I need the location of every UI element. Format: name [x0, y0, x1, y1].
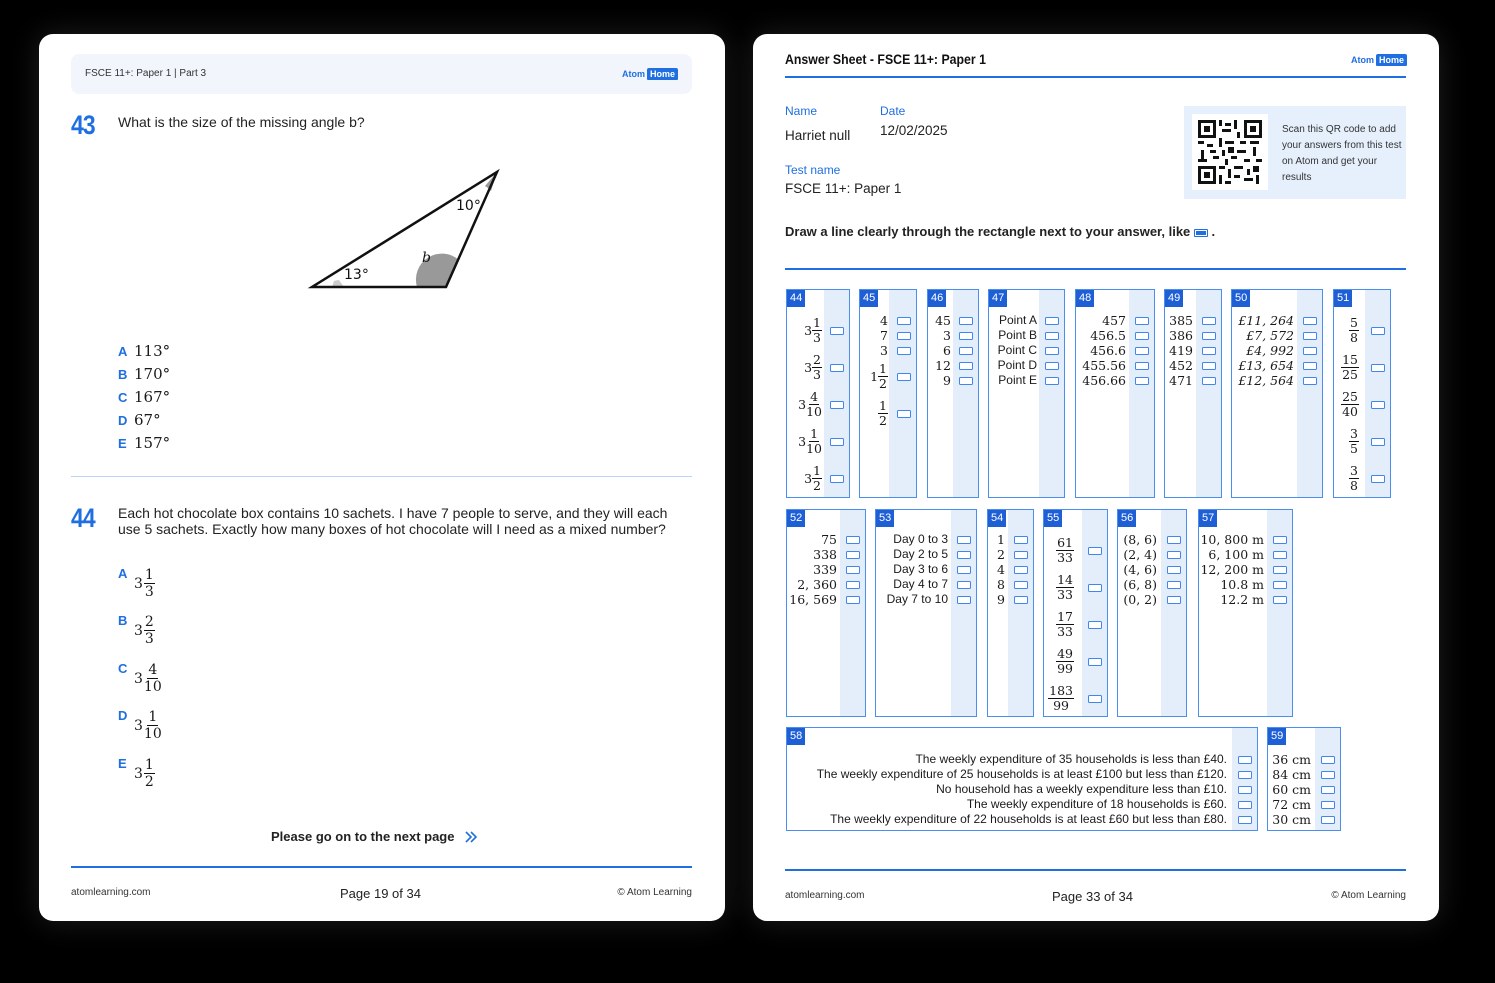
answer-option[interactable]: Point A: [989, 313, 1064, 328]
answer-box-56: 56 (8, 6) (2, 4) (4, 6) (6, 8) (0, 2): [1117, 509, 1187, 717]
answer-rectangle[interactable]: [897, 373, 911, 381]
answer-option[interactable]: 338: [787, 547, 865, 562]
answer-box-54: 54 1 2 4 8 9: [987, 509, 1034, 717]
answer-option[interactable]: 1: [988, 532, 1033, 547]
answer-option[interactable]: Day 3 to 6: [876, 562, 976, 577]
answer-option[interactable]: 10.8 m: [1199, 577, 1292, 592]
answer-option[interactable]: 4: [988, 562, 1033, 577]
double-chevron-right-icon: [464, 831, 478, 843]
answer-option[interactable]: 452: [1165, 358, 1221, 373]
answer-rectangle[interactable]: [1238, 816, 1252, 824]
answer-rectangle[interactable]: [1371, 364, 1385, 372]
answer-option[interactable]: Point D: [989, 358, 1064, 373]
answer-option[interactable]: 3 4 10: [787, 386, 849, 423]
answer-rectangle[interactable]: [959, 362, 973, 370]
answer-rectangle[interactable]: [957, 581, 971, 589]
answer-option[interactable]: 2, 360: [787, 577, 865, 592]
answer-option[interactable]: £11, 264: [1232, 313, 1322, 328]
answer-option[interactable]: 3 1 10: [787, 423, 849, 460]
answer-rectangle[interactable]: [1014, 566, 1028, 574]
answer-rectangle[interactable]: [1045, 377, 1059, 385]
atom-home-logo: Atom Home: [1351, 54, 1407, 66]
answer-box-48: 48 457 456.5 456.6 455.56 456.66: [1075, 289, 1155, 498]
answer-rectangle[interactable]: [1238, 786, 1252, 794]
answer-rectangle[interactable]: [846, 551, 860, 559]
answer-box-49: 49 385 386 419 452 471: [1164, 289, 1222, 498]
footer-copyright: © Atom Learning: [617, 887, 692, 898]
footer-divider: [71, 866, 692, 868]
answer-rectangle[interactable]: [957, 536, 971, 544]
answer-rectangle[interactable]: [959, 377, 973, 385]
answer-option[interactable]: 14 33: [1044, 569, 1107, 606]
answer-rectangle[interactable]: [1371, 475, 1385, 483]
answer-option[interactable]: (8, 6): [1118, 532, 1186, 547]
footer-site: atomlearning.com: [71, 887, 151, 898]
answer-box-51: 51 5 8 15 25 25 40 3 5 3 8: [1333, 289, 1391, 498]
answer-rectangle[interactable]: [897, 410, 911, 418]
answer-box-47: 47 Point A Point B Point C Point D Point E: [988, 289, 1065, 498]
answer-rectangle[interactable]: [846, 581, 860, 589]
answer-option[interactable]: The weekly expenditure of 25 households is at least £100 but less than £120.: [787, 767, 1257, 782]
answer-rectangle[interactable]: [897, 317, 911, 325]
answer-option[interactable]: 419: [1165, 343, 1221, 358]
answer-option[interactable]: 5 8: [1334, 312, 1390, 349]
answer-rectangle[interactable]: [1167, 581, 1181, 589]
marking-instruction: Draw a line clearly through the rectangle next to your answer, like .: [785, 224, 1216, 239]
option-e[interactable]: E 157°: [118, 434, 171, 452]
answer-rectangle[interactable]: [1167, 551, 1181, 559]
answer-rectangle[interactable]: [846, 596, 860, 604]
answer-option[interactable]: No household has a weekly expenditure less than £10.: [787, 782, 1257, 797]
answer-option[interactable]: 456.5: [1076, 328, 1154, 343]
answer-option[interactable]: 3 2 3: [787, 349, 849, 386]
answer-rectangle[interactable]: [1135, 377, 1149, 385]
svg-text:b: b: [422, 250, 431, 266]
answer-rectangle[interactable]: [1273, 551, 1287, 559]
answer-rectangle[interactable]: [1135, 347, 1149, 355]
answer-option[interactable]: 60 cm: [1268, 782, 1340, 797]
name-label: Name: [785, 104, 818, 118]
answer-option[interactable]: 8: [988, 577, 1033, 592]
answer-rectangle[interactable]: [1303, 377, 1317, 385]
answer-option[interactable]: 49 99: [1044, 643, 1107, 680]
answer-option[interactable]: 339: [787, 562, 865, 577]
answer-rectangle[interactable]: [1135, 362, 1149, 370]
answer-rectangle[interactable]: [1303, 362, 1317, 370]
answer-option[interactable]: £4, 992: [1232, 343, 1322, 358]
answer-rectangle[interactable]: [957, 566, 971, 574]
answer-rectangle[interactable]: [1321, 771, 1335, 779]
answer-rectangle[interactable]: [846, 566, 860, 574]
answer-box-55: 55 61 33 14 33 17 33 49 99 183 99: [1043, 509, 1108, 717]
date-value: 12/02/2025: [880, 123, 948, 138]
answer-box-59: 59 36 cm 84 cm 60 cm 72 cm 30 cm: [1267, 727, 1341, 831]
answer-rectangle[interactable]: [897, 332, 911, 340]
answer-box-45: 45 4 7 3 1 1 2 1 2: [859, 289, 917, 498]
answer-option[interactable]: 3 5: [1334, 423, 1390, 460]
answer-option[interactable]: 16, 569: [787, 592, 865, 607]
svg-text:10°: 10°: [456, 198, 481, 214]
answer-option[interactable]: 12, 200 m: [1199, 562, 1292, 577]
answer-rectangle[interactable]: [1045, 347, 1059, 355]
answer-rectangle[interactable]: [830, 475, 844, 483]
triangle-diagram: [304, 164, 504, 294]
answer-rectangle[interactable]: [1167, 596, 1181, 604]
test-name-value: FSCE 11+: Paper 1: [785, 181, 902, 196]
answer-rectangle[interactable]: [1088, 547, 1102, 555]
answer-option[interactable]: 45: [928, 313, 978, 328]
answer-option[interactable]: 6, 100 m: [1199, 547, 1292, 562]
question-number: 43: [71, 110, 95, 140]
answer-option[interactable]: 61 33: [1044, 532, 1107, 569]
next-page-prompt: Please go on to the next page: [271, 829, 478, 844]
section-divider: [785, 268, 1406, 270]
date-label: Date: [880, 104, 906, 118]
qr-code-icon: [1192, 114, 1268, 190]
answer-rectangle[interactable]: [957, 551, 971, 559]
answer-option[interactable]: (0, 2): [1118, 592, 1186, 607]
answer-rectangle[interactable]: [1088, 621, 1102, 629]
answer-rectangle[interactable]: [830, 401, 844, 409]
answer-rectangle[interactable]: [1273, 596, 1287, 604]
answer-option[interactable]: 17 33: [1044, 606, 1107, 643]
answer-rectangle[interactable]: [1238, 756, 1252, 764]
answer-option[interactable]: 456.66: [1076, 373, 1154, 388]
answer-option[interactable]: 3 8: [1334, 460, 1390, 497]
answer-option[interactable]: The weekly expenditure of 35 households is less than £40.: [787, 752, 1257, 767]
option-a[interactable]: A 113°: [118, 342, 171, 360]
answer-rectangle[interactable]: [1321, 801, 1335, 809]
answer-box-52: 52 75 338 339 2, 360 16, 569: [786, 509, 866, 717]
answer-rectangle[interactable]: [1014, 536, 1028, 544]
answer-rectangle[interactable]: [830, 438, 844, 446]
page-number: Page 19 of 34: [340, 886, 421, 901]
answer-rectangle[interactable]: [1371, 401, 1385, 409]
answer-option[interactable]: 12: [928, 358, 978, 373]
answer-option[interactable]: Point C: [989, 343, 1064, 358]
answer-rectangle[interactable]: [1167, 536, 1181, 544]
footer-divider: [785, 869, 1406, 871]
answer-rectangle[interactable]: [959, 317, 973, 325]
answer-rectangle[interactable]: [1321, 816, 1335, 824]
answer-option[interactable]: 72 cm: [1268, 797, 1340, 812]
answer-option[interactable]: 455.56: [1076, 358, 1154, 373]
question-divider: [71, 476, 692, 477]
answer-sheet-page: [753, 34, 1439, 921]
answer-rectangle[interactable]: [1273, 536, 1287, 544]
question-number: 44: [71, 503, 95, 533]
answer-rectangle[interactable]: [897, 347, 911, 355]
answer-rectangle[interactable]: [1135, 332, 1149, 340]
answer-option[interactable]: (4, 6): [1118, 562, 1186, 577]
answer-box-50: 50 £11, 264 £7, 572 £4, 992 £13, 654 £12, 564: [1231, 289, 1323, 498]
answer-option[interactable]: 15 25: [1334, 349, 1390, 386]
answer-option[interactable]: £7, 572: [1232, 328, 1322, 343]
answer-rectangle[interactable]: [1167, 566, 1181, 574]
answer-rectangle[interactable]: [1202, 332, 1216, 340]
answer-rectangle[interactable]: [1088, 658, 1102, 666]
question-text: Each hot chocolate box contains 10 sachets. I have 7 people to serve, and they will each use 5 sachets. Exactly how many boxes of hot chocolate will I need as a mixed number?: [118, 505, 668, 537]
answer-rectangle[interactable]: [1371, 327, 1385, 335]
question-text: What is the size of the missing angle b?: [118, 114, 365, 130]
answer-option[interactable]: 457: [1076, 313, 1154, 328]
answer-option[interactable]: Point B: [989, 328, 1064, 343]
answer-rectangle[interactable]: [1303, 347, 1317, 355]
answer-option[interactable]: 3 1 2: [787, 460, 849, 497]
answer-rectangle[interactable]: [1238, 771, 1252, 779]
answer-option[interactable]: 25 40: [1334, 386, 1390, 423]
answer-option[interactable]: £12, 564: [1232, 373, 1322, 388]
answer-option[interactable]: (2, 4): [1118, 547, 1186, 562]
answer-rectangle[interactable]: [1273, 566, 1287, 574]
answer-box-46: 46 45 3 6 12 9: [927, 289, 979, 498]
answer-option[interactable]: 1 2: [860, 395, 916, 432]
answer-option[interactable]: £13, 654: [1232, 358, 1322, 373]
answer-option[interactable]: 9: [928, 373, 978, 388]
answer-option[interactable]: 7: [860, 328, 916, 343]
answer-option[interactable]: 3: [928, 328, 978, 343]
answer-option[interactable]: 1 1 2: [860, 358, 916, 395]
answer-rectangle[interactable]: [1303, 317, 1317, 325]
answer-rectangle[interactable]: [1371, 438, 1385, 446]
option-a[interactable]: A 3 $\frac{1}{3}$: [118, 566, 154, 600]
answer-rectangle[interactable]: [1045, 362, 1059, 370]
footer-copyright: © Atom Learning: [1331, 890, 1406, 901]
page-number: Page 33 of 34: [1052, 889, 1133, 904]
question-page: [39, 34, 725, 921]
answer-option[interactable]: 471: [1165, 373, 1221, 388]
option-c[interactable]: C 167°: [118, 388, 171, 406]
option-d[interactable]: D 3 $\frac{1}{10}$: [118, 708, 162, 742]
answer-option[interactable]: 2: [988, 547, 1033, 562]
answer-option[interactable]: Day 4 to 7: [876, 577, 976, 592]
answer-option[interactable]: 4: [860, 313, 916, 328]
answer-option[interactable]: 75: [787, 532, 865, 547]
answer-rectangle[interactable]: [1045, 332, 1059, 340]
answer-option[interactable]: 3 1 3: [787, 312, 849, 349]
answer-rectangle[interactable]: [1014, 581, 1028, 589]
qr-panel: [1184, 106, 1406, 199]
answer-box-53: 53 Day 0 to 3 Day 2 to 5 Day 3 to 6 Day 4 to 7 Day 7 to 10: [875, 509, 977, 717]
marked-rectangle-example-icon: [1194, 229, 1208, 237]
atom-home-logo: Atom Home: [622, 68, 678, 80]
answer-rectangle[interactable]: [830, 327, 844, 335]
answer-rectangle[interactable]: [1088, 695, 1102, 703]
paper-part-title: FSCE 11+: Paper 1 | Part 3: [85, 68, 207, 79]
answer-rectangle[interactable]: [1321, 786, 1335, 794]
answer-option[interactable]: Day 0 to 3: [876, 532, 976, 547]
option-b[interactable]: B 3 $\frac{2}{3}$: [118, 613, 154, 647]
answer-rectangle[interactable]: [1321, 756, 1335, 764]
answer-box-44: 44 3 1 3 3 2 3 3 4 10 3 1 10 3 1 2: [786, 289, 850, 498]
answer-rectangle[interactable]: [830, 364, 844, 372]
answer-rectangle[interactable]: [1014, 596, 1028, 604]
option-b[interactable]: B 170°: [118, 365, 171, 383]
answer-option[interactable]: 30 cm: [1268, 812, 1340, 827]
answer-box-58: 58 The weekly expenditure of 35 households is less than £40. The weekly expenditure of 25 households is at least £100 but less than £120. No household has a weekly expenditure less than £10. The weekly expenditure of 18 households is £60. The weekly expenditure of 22 households is at least £60 but less than £80.: [786, 727, 1258, 831]
answer-option[interactable]: Point E: [989, 373, 1064, 388]
svg-text:13°: 13°: [344, 267, 369, 283]
answer-option[interactable]: 456.6: [1076, 343, 1154, 358]
answer-option[interactable]: Day 2 to 5: [876, 547, 976, 562]
answer-rectangle[interactable]: [1202, 347, 1216, 355]
page-header: [71, 54, 692, 94]
answer-rectangle[interactable]: [1303, 332, 1317, 340]
answer-rectangle[interactable]: [1045, 317, 1059, 325]
name-value: Harriet null: [785, 128, 851, 143]
answer-option[interactable]: 9: [988, 592, 1033, 607]
answer-rectangle[interactable]: [1202, 362, 1216, 370]
answer-option[interactable]: 84 cm: [1268, 767, 1340, 782]
option-e[interactable]: E 3 $\frac{1}{2}$: [118, 756, 154, 790]
answer-rectangle[interactable]: [1273, 581, 1287, 589]
answer-rectangle[interactable]: [1014, 551, 1028, 559]
answer-rectangle[interactable]: [1135, 317, 1149, 325]
answer-option[interactable]: 36 cm: [1268, 752, 1340, 767]
answer-option[interactable]: 385: [1165, 313, 1221, 328]
option-d[interactable]: D 67°: [118, 411, 161, 429]
answer-rectangle[interactable]: [959, 347, 973, 355]
answer-box-57: 57 10, 800 m 6, 100 m 12, 200 m 10.8 m 12.2 m: [1198, 509, 1293, 717]
answer-rectangle[interactable]: [1202, 317, 1216, 325]
answer-rectangle[interactable]: [846, 536, 860, 544]
title-divider: [785, 76, 1406, 78]
answer-option[interactable]: Day 7 to 10: [876, 592, 976, 607]
answer-option[interactable]: 12.2 m: [1199, 592, 1292, 607]
answer-option[interactable]: 10, 800 m: [1199, 532, 1292, 547]
answer-sheet-title: Answer Sheet - FSCE 11+: Paper 1: [785, 51, 986, 67]
answer-rectangle[interactable]: [957, 596, 971, 604]
answer-option[interactable]: (6, 8): [1118, 577, 1186, 592]
answer-rectangle[interactable]: [1088, 584, 1102, 592]
answer-option[interactable]: 6: [928, 343, 978, 358]
answer-option[interactable]: The weekly expenditure of 18 households is £60.: [787, 797, 1257, 812]
answer-rectangle[interactable]: [959, 332, 973, 340]
answer-option[interactable]: The weekly expenditure of 22 households is at least £60 but less than £80.: [787, 812, 1257, 827]
test-name-label: Test name: [785, 163, 841, 177]
qr-code[interactable]: [1192, 114, 1268, 190]
option-c[interactable]: C 3 $\frac{4}{10}$: [118, 661, 162, 695]
answer-option[interactable]: 3: [860, 343, 916, 358]
answer-option[interactable]: 183 99: [1044, 680, 1107, 717]
footer-site: atomlearning.com: [785, 890, 865, 901]
answer-option[interactable]: 386: [1165, 328, 1221, 343]
answer-rectangle[interactable]: [1202, 377, 1216, 385]
answer-rectangle[interactable]: [1238, 801, 1252, 809]
qr-instructions: Scan this QR code to add your answers from this test on Atom and get your results: [1282, 124, 1402, 183]
